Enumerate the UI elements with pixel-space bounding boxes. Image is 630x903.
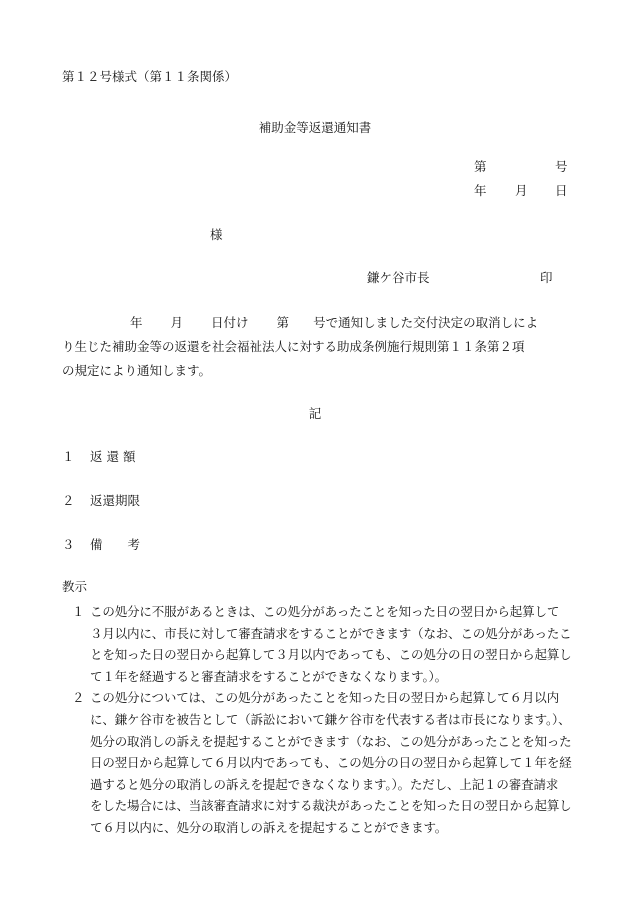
document-number-suffix: 号 bbox=[555, 159, 568, 174]
body-line: り生じた補助金等の返還を社会福祉法人に対する助成条例施行規則第１１条第２項 bbox=[62, 339, 525, 354]
item-return-amount bbox=[62, 447, 135, 465]
paragraph-line: ３月以内に、市長に対して審査請求をすることができます（なお、この処分があったこ bbox=[90, 625, 572, 641]
seal-mark: 印 bbox=[540, 270, 553, 285]
issuer-name: 鎌ケ谷市長 bbox=[367, 270, 430, 285]
recipient-honorific: 様 bbox=[210, 227, 223, 242]
paragraph-line: をした場合には、当該審査請求に対する裁決があったことを知った日の翌日から起算し bbox=[90, 798, 572, 814]
item-label: 返還期限 bbox=[90, 493, 141, 508]
body-line: の規定により通知します。 bbox=[62, 363, 212, 378]
item-number: ２ bbox=[62, 493, 75, 508]
paragraph-line: 処分の取消しの訴えを提起することができます（なお、この処分があったことを知った bbox=[90, 733, 572, 749]
document-number-label: 第 bbox=[474, 159, 487, 174]
paragraph-line: て１年を経過すると審査請求をすることができなくなります。）。 bbox=[90, 668, 448, 684]
paragraph-line: 日の翌日から起算して６月以内であっても、この処分の日の翌日から起算して１年を経 bbox=[90, 755, 572, 771]
item-remarks bbox=[62, 535, 140, 553]
paragraph-line: この処分については、この処分があったことを知った日の翌日から起算して６月以内 bbox=[90, 690, 559, 706]
body-month: 月 bbox=[170, 315, 184, 330]
form-number: 第１２号様式（第１１条関係） bbox=[62, 69, 238, 84]
paragraph-number: ２ bbox=[72, 690, 85, 706]
date-month-label: 月 bbox=[515, 183, 528, 198]
paragraph-line: この処分に不服があるときは、この処分があったことを知った日の翌日から起算して bbox=[90, 604, 560, 619]
instruction-body bbox=[62, 601, 582, 839]
body-date-suffix: 日付け bbox=[211, 315, 249, 330]
item-number: ３ bbox=[62, 537, 75, 552]
item-number: １ bbox=[62, 449, 75, 464]
ki-heading: 記 bbox=[308, 406, 322, 421]
body-line1-rest: 号で通知しました交付決定の取消しによ bbox=[313, 315, 539, 330]
item-return-deadline bbox=[62, 491, 140, 509]
body-year: 年 bbox=[130, 315, 143, 330]
instruction-paragraph-1 bbox=[62, 601, 582, 687]
document-title: 補助金等返還通知書 bbox=[258, 120, 372, 135]
paragraph-line: に、鎌ケ谷市を被告として（訴訟において鎌ケ谷市を代表する者は市長になります。）、 bbox=[90, 711, 571, 727]
date-day-label: 日 bbox=[555, 183, 568, 198]
paragraph-line: て６月以内に、処分の取消しの訴えを提起することができます。 bbox=[90, 819, 448, 835]
date-year-label: 年 bbox=[474, 183, 487, 198]
body-text bbox=[62, 311, 577, 383]
body-line bbox=[62, 311, 577, 335]
paragraph-line: 過すると処分の取消しの訴えを提起できなくなります。）。ただし、上記１の審査請求 bbox=[90, 776, 559, 792]
item-label: 備 考 bbox=[90, 537, 141, 552]
body-number-label: 第 bbox=[276, 315, 290, 330]
item-label: 返 還 額 bbox=[90, 449, 136, 464]
instruction-heading: 教示 bbox=[62, 579, 88, 594]
paragraph-number: １ bbox=[72, 604, 85, 619]
instruction-paragraph-2 bbox=[62, 687, 582, 838]
paragraph-line: とを知った日の翌日から起算して３月以内であっても、この処分の日の翌日から起算し bbox=[90, 647, 572, 663]
